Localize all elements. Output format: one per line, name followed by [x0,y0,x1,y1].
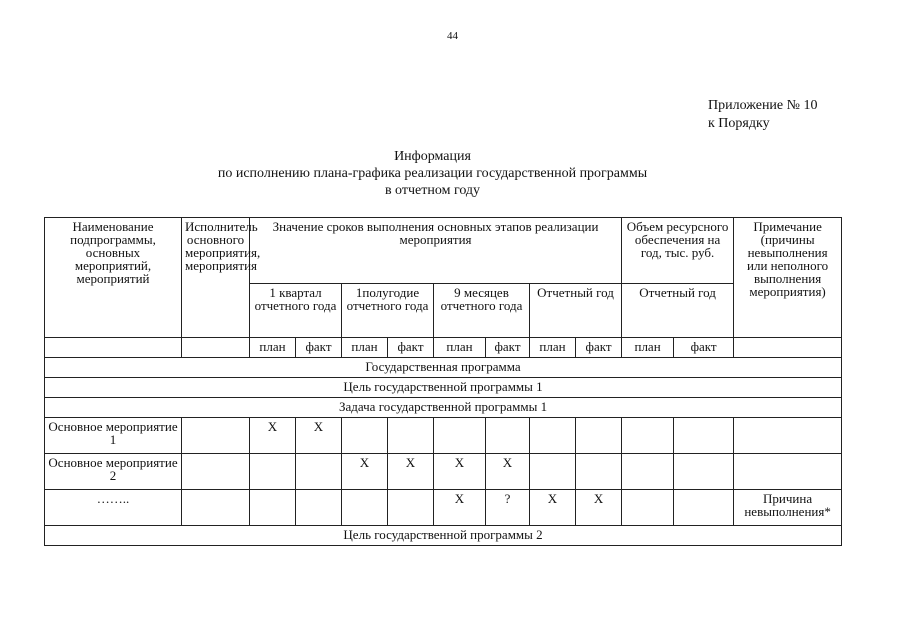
main-event-2-label: Основное мероприятие 2 [45,454,182,490]
empty-cell [296,490,342,526]
empty-cell [182,338,250,358]
row-goal-2: Цель государственной программы 2 [45,526,842,546]
row-task-1: Задача государственной программы 1 [45,398,842,418]
empty-cell [45,338,182,358]
execution-table [44,217,842,546]
empty-cell [530,454,576,490]
header-deadlines: Значение сроков выполнения основных этапов реализации мероприятия [250,218,622,284]
mark-x: Х [530,490,576,526]
mark-x: Х [486,454,530,490]
empty-cell [576,418,622,454]
header-name: Наименование подпрограммы, основных мероприятий, мероприятий [45,218,182,338]
empty-cell [530,418,576,454]
empty-cell [434,418,486,454]
title-line-1: Информация [394,149,471,164]
empty-cell [486,418,530,454]
note-reason: Причина невыполнения* [734,490,842,526]
main-event-1-label: Основное мероприятие 1 [45,418,182,454]
fact-label: факт [674,338,734,358]
row-main-event-2 [45,454,842,490]
mark-x: Х [296,418,342,454]
empty-cell [342,490,388,526]
empty-cell [734,454,842,490]
dots-label: …….. [45,490,182,526]
plan-label: план [342,338,388,358]
empty-cell [622,418,674,454]
appendix-line-2: к Порядку [708,116,770,131]
title-line-3: в отчетном году [384,183,481,198]
empty-cell [734,418,842,454]
plan-label: план [434,338,486,358]
plan-label: план [622,338,674,358]
empty-cell [734,338,842,358]
row-state-program: Государственная программа [45,358,842,378]
appendix-line-1: Приложение № 10 [708,98,818,113]
mark-x: Х [434,454,486,490]
header-year: Отчетный год [530,284,622,338]
mark-x: Х [434,490,486,526]
header-resources: Объем ресурсного обеспечения на год, тыс. руб. [622,218,734,284]
empty-cell [250,490,296,526]
fact-label: факт [576,338,622,358]
row-dots [45,490,842,526]
fact-label: факт [296,338,342,358]
empty-cell [576,454,622,490]
header-res-year: Отчетный год [622,284,734,338]
plan-label: план [250,338,296,358]
empty-cell [388,418,434,454]
mark-question: ? [486,490,530,526]
document-title [0,148,865,199]
empty-cell [674,418,734,454]
empty-cell [182,418,250,454]
mark-x: Х [250,418,296,454]
empty-cell [388,490,434,526]
empty-cell [622,454,674,490]
empty-cell [622,490,674,526]
empty-cell [342,418,388,454]
page-number: 44 [447,30,458,42]
mark-x: Х [388,454,434,490]
header-executor: Исполнитель основного мероприятия, мероприятия [182,218,250,338]
header-note: Примечание (причины невыполнения или неполного выполнения мероприятия) [734,218,842,338]
empty-cell [250,454,296,490]
appendix-label [708,97,818,133]
empty-cell [296,454,342,490]
header-9m: 9 месяцев отчетного года [434,284,530,338]
row-goal-1: Цель государственной программы 1 [45,378,842,398]
fact-label: факт [486,338,530,358]
fact-label: факт [388,338,434,358]
mark-x: Х [342,454,388,490]
title-line-2: по исполнению плана-графика реализации государственной программы [217,166,648,181]
plan-label: план [530,338,576,358]
row-main-event-1 [45,418,842,454]
header-h1: 1полугодие отчетного года [342,284,434,338]
empty-cell [674,490,734,526]
header-q1: 1 квартал отчетного года [250,284,342,338]
empty-cell [182,454,250,490]
empty-cell [182,490,250,526]
empty-cell [674,454,734,490]
mark-x: Х [576,490,622,526]
